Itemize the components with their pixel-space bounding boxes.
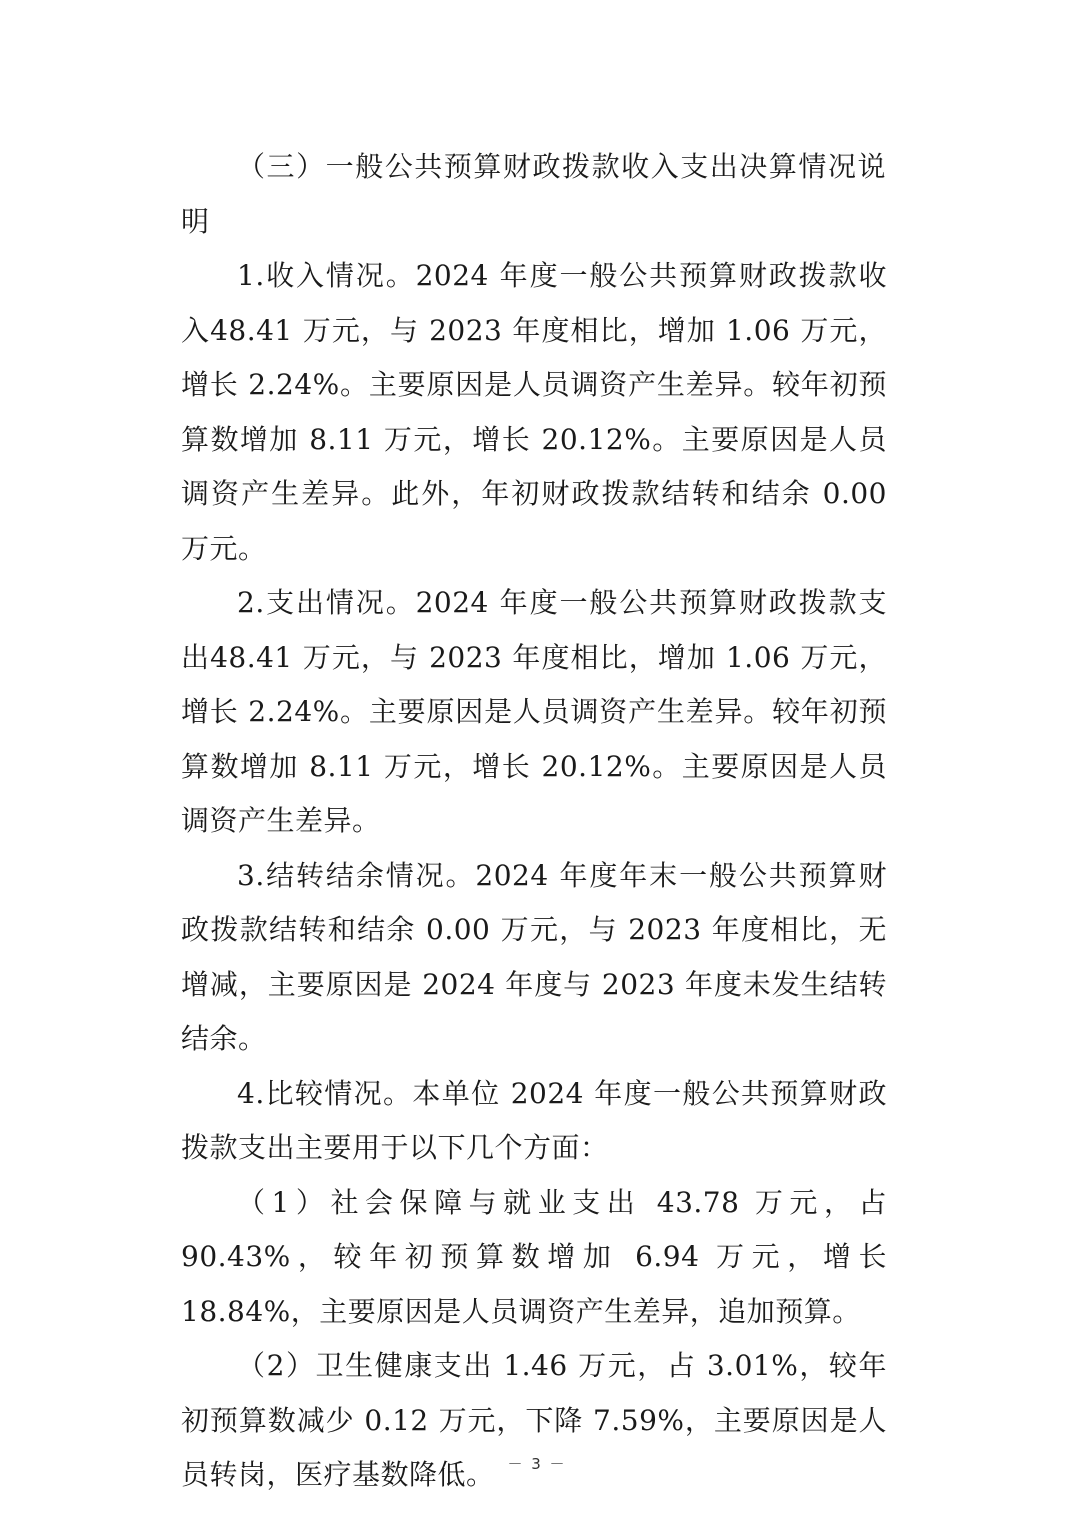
paragraph-social-security: （1）社会保障与就业支出 43.78 万元，占 90.43%，较年初预算数增加 6.94 万元，增长 18.84%，主要原因是人员调资产生差异，追加预算。 xyxy=(181,1185,887,1328)
paragraph-comparison: 4.比较情况。本单位 2024 年度一般公共预算财政拨款支出主要用于以下几个方面： xyxy=(181,1076,887,1164)
section-heading: （三）一般公共预算财政拨款收入支出决算情况说明 xyxy=(181,150,887,238)
document-body xyxy=(181,140,887,1503)
page-number: － 3 － xyxy=(507,1455,567,1473)
paragraph-expenditure: 2.支出情况。2024 年度一般公共预算财政拨款支出48.41 万元，与 2023 年度相比，增加 1.06 万元，增长 2.24%。主要原因是人员调资产生差异。较年初预算数增加 8.11 万元，增长 20.12%。主要原因是人员调资产生差异。 xyxy=(181,586,887,837)
paragraph-health: （2）卫生健康支出 1.46 万元，占 3.01%，较年初预算数减少 0.12 万元，下降 7.59%，主要原因是人员转岗，医疗基数降低。 xyxy=(181,1349,887,1491)
paragraph-carryover: 3.结转结余情况。2024 年度年末一般公共预算财政拨款结转和结余 0.00 万元，与 2023 年度相比，无增减，主要原因是 2024 年度与 2023 年度未发生结转结余。 xyxy=(181,858,887,1055)
paragraph-income: 1.收入情况。2024 年度一般公共预算财政拨款收入48.41 万元，与 2023 年度相比，增加 1.06 万元，增长 2.24%。主要原因是人员调资产生差异。较年初预算数增加 8.11 万元，增长 20.12%。主要原因是人员调资产生差异。此外，年初财政拨款结转和结余 0.00 万元。 xyxy=(181,259,887,565)
